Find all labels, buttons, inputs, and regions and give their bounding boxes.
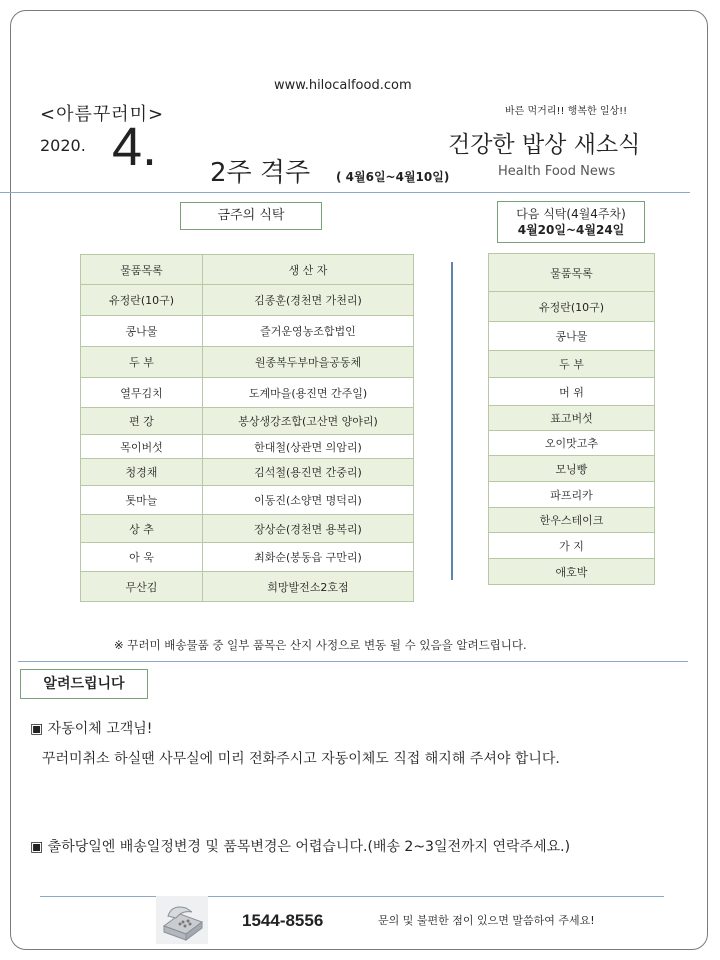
producer-cell: 도계마을(용진면 간주일) — [203, 378, 414, 408]
table-row — [489, 431, 655, 456]
week-label: 2주 격주 — [210, 158, 311, 188]
table-row — [489, 508, 655, 533]
supply-notice: ※ 꾸러미 배송물품 중 일부 품목은 산지 사정으로 변동 될 수 있음을 알려드립니다. — [114, 638, 527, 652]
next-week-table — [488, 253, 655, 585]
this-week-label: 금주의 식탁 — [180, 202, 322, 230]
week-range: ( 4월6일~4월10일) — [336, 170, 450, 184]
phone-number[interactable]: 1544-8556 — [242, 911, 324, 930]
brand-name: <아름꾸러미> — [40, 104, 165, 125]
next-week-label — [497, 201, 645, 243]
item-cell: 상 추 — [81, 515, 203, 543]
item-cell: 청경채 — [81, 459, 203, 486]
subtitle-en: Health Food News — [498, 164, 616, 179]
contact-message: 문의 및 불편한 점이 있으면 말씀하여 주세요! — [378, 914, 595, 927]
producer-cell: 봉상생강조합(고산면 양야리) — [203, 408, 414, 435]
producer-cell: 김석철(용진면 간중리) — [203, 459, 414, 486]
announcement-item1-title: ▣ 자동이체 고객님! — [30, 721, 153, 737]
table-row — [81, 459, 414, 486]
next-week-title: 다음 식탁(4월4주차) — [516, 207, 626, 221]
item-cell: 무산김 — [81, 572, 203, 602]
table-row — [489, 533, 655, 559]
telephone-icon — [156, 896, 208, 944]
table-row — [489, 482, 655, 508]
producer-cell: 원종복두부마을공동체 — [203, 347, 414, 378]
item-cell: 애호박 — [489, 559, 655, 585]
month: 4. — [112, 117, 158, 177]
item-cell: 두 부 — [81, 347, 203, 378]
table-row — [81, 347, 414, 378]
item-cell: 열무김치 — [81, 378, 203, 408]
table-row — [81, 486, 414, 515]
column-header-producer: 생 산 자 — [203, 255, 414, 285]
item-cell: 유정란(10구) — [489, 292, 655, 322]
newsletter-title: 건강한 밥상 새소식 — [448, 132, 641, 158]
producer-cell: 장상순(경천면 용복리) — [203, 515, 414, 543]
item-cell: 표고버섯 — [489, 406, 655, 431]
producer-cell: 한대철(상관면 의암리) — [203, 435, 414, 459]
slogan: 바른 먹거리!! 행복한 일상!! — [505, 106, 628, 117]
producer-cell: 희망발전소2호점 — [203, 572, 414, 602]
announcement-title: 알려드립니다 — [20, 669, 148, 699]
table-row — [489, 378, 655, 406]
table-row — [489, 351, 655, 378]
producer-cell: 최화순(봉동읍 구만리) — [203, 543, 414, 572]
table-row — [489, 292, 655, 322]
notice-divider — [18, 661, 688, 662]
table-row — [489, 406, 655, 431]
table-row — [489, 322, 655, 351]
item-cell: 목이버섯 — [81, 435, 203, 459]
table-row — [489, 456, 655, 482]
table-row — [81, 316, 414, 347]
item-cell: 두 부 — [489, 351, 655, 378]
table-row — [81, 435, 414, 459]
item-cell: 편 강 — [81, 408, 203, 435]
column-header-items: 물품목록 — [81, 255, 203, 285]
table-row — [81, 572, 414, 602]
year: 2020. — [40, 136, 86, 155]
item-cell: 톳마늘 — [81, 486, 203, 515]
producer-cell: 이동진(소양면 명덕리) — [203, 486, 414, 515]
item-cell: 한우스테이크 — [489, 508, 655, 533]
item-cell: 유정란(10구) — [81, 285, 203, 316]
item-cell: 머 위 — [489, 378, 655, 406]
next-week-range: 4월20일~4월24일 — [517, 223, 625, 237]
item-cell: 콩나물 — [489, 322, 655, 351]
table-row — [81, 408, 414, 435]
column-divider — [451, 262, 453, 580]
footer-divider — [40, 896, 664, 897]
this-week-table — [80, 254, 414, 602]
item-cell: 가 지 — [489, 533, 655, 559]
table-row — [489, 559, 655, 585]
column-header-items: 물품목록 — [489, 254, 655, 292]
table-row — [81, 515, 414, 543]
item-cell: 콩나물 — [81, 316, 203, 347]
announcement-item1-body: 꾸러미취소 하실땐 사무실에 미리 전화주시고 자동이체도 직접 해지해 주셔야 합니다. — [42, 751, 560, 767]
announcement-item2: ▣ 출하당일엔 배송일정변경 및 품목변경은 어렵습니다.(배송 2~3일전까지 연락주세요.) — [30, 839, 571, 855]
producer-cell: 즐거운영농조합법인 — [203, 316, 414, 347]
item-cell: 오이맛고추 — [489, 431, 655, 456]
item-cell: 파프리카 — [489, 482, 655, 508]
table-row — [81, 378, 414, 408]
item-cell: 아 욱 — [81, 543, 203, 572]
table-row — [81, 285, 414, 316]
website-url[interactable]: www.hilocalfood.com — [274, 78, 412, 93]
item-cell: 모닝빵 — [489, 456, 655, 482]
header-divider — [0, 192, 690, 193]
producer-cell: 김종훈(경천면 가천리) — [203, 285, 414, 316]
table-row — [81, 543, 414, 572]
